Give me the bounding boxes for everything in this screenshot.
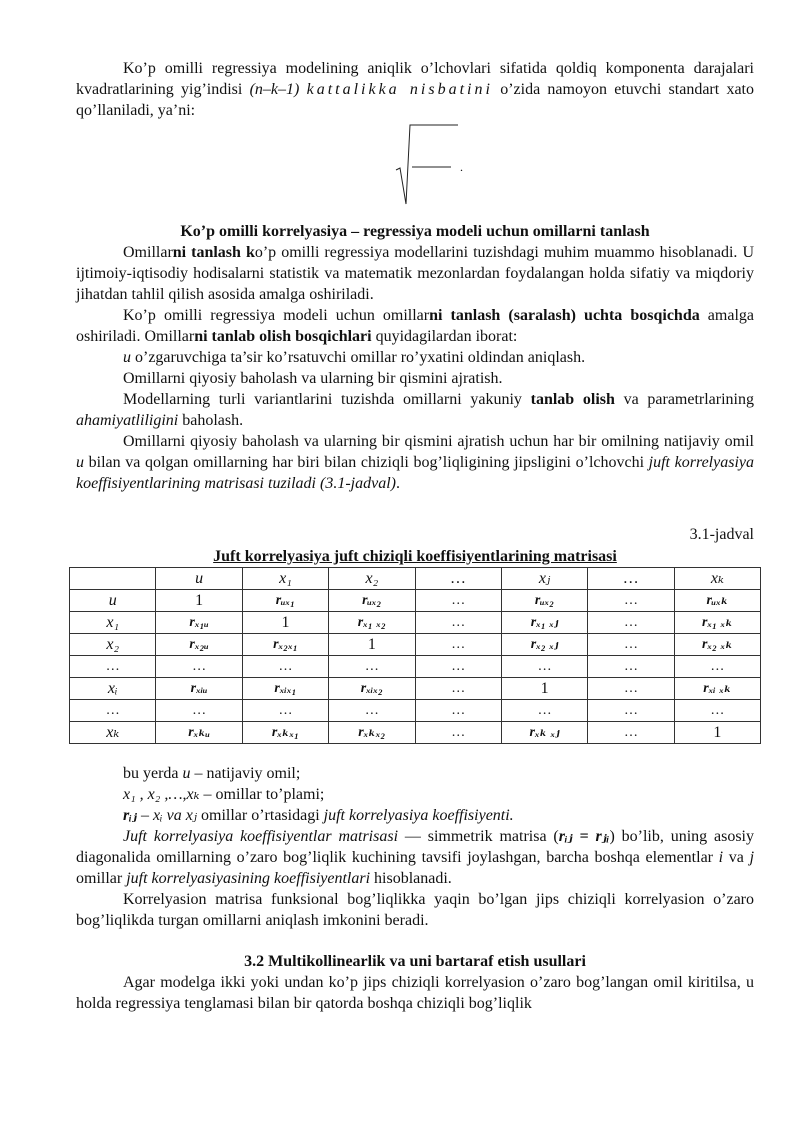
table-cell: rₓᵢᵤ [156, 678, 242, 700]
table-cell: rₓᵢₓ₁ [242, 678, 328, 700]
table-row [70, 678, 761, 700]
table-row [70, 700, 761, 722]
note-factor-set: x₁ , x₂ ,…,xₖ – omillar to’plami; [123, 786, 325, 803]
table-cell: … [588, 656, 674, 678]
table-cell: … [415, 634, 501, 656]
table-cell: rₓ₁ ₓₖ [674, 612, 760, 634]
table-cell: 1 [329, 634, 415, 656]
paragraph-symmetric-matrix: Juft korrelyasiya koeffisiyentlar matrisasi — simmetrik matrisa (rᵢⱼ = rⱼᵢ) bo’lib, uning asosiy diagonalida omillarning o’zaro bog’liqlik kuchining tavsifi joylashgan, barcha boshqa elementlar i va j omillar juft korrelyasiyasining koeffisiyentlari hisoblanadi. [76, 828, 755, 887]
table-cell: rₓₖₓ₂ [329, 722, 415, 744]
table-cell: 1 [674, 722, 760, 744]
table-cell: rₓᵢ ₓₖ [674, 678, 760, 700]
paragraph-stages: Ko’p omilli regressiya modeli uchun omillarni tanlash (saralash) uchta bosqichda amalga oshiriladi. Omillarni tanlab olish bosqichlari quyidagilardan iborat: [76, 307, 754, 345]
paragraph-matrix-intro: Omillarni qiyosiy baholash va ularning bir qismini ajratish uchun har bir omilning natijaviy omil u bilan va qolgan omillarning har biri bilan chiziqli bog’liqligining jipsligini o’lchovchi juft korrelyasiya koeffisiyentlarining matrisasi tuziladi (3.1-jadval). [76, 433, 754, 492]
table-cell: … [501, 700, 587, 722]
table-cell: rₓ₁ ₓ₂ [329, 612, 415, 634]
header-cell: … [415, 568, 501, 590]
document-page [76, 58, 754, 1014]
table-cell: rᵤₓₖ [674, 590, 760, 612]
table-cell: … [674, 656, 760, 678]
table-cell: rₓ₂ ₓₖ [674, 634, 760, 656]
table-cell: 1 [501, 678, 587, 700]
row-label-cell: x₁ [70, 612, 156, 634]
stage-item-2: Omillarni qiyosiy baholash va ularning bir qismini ajratish. [123, 370, 503, 387]
square-root-icon [394, 124, 474, 208]
paragraph-factor-selection: Omillarni tanlash ko’p omilli regressiya modellarini tuzishdagi muhim muammo hisoblanadi. U ijtimoiy-iqtisodiy hodisalarni statistik va matematik mezonlardan foydalangan holda sifatiy va miqdoriy jihatdan tahlil qilish asosida amalga oshiriladi. [76, 244, 754, 303]
table-row [70, 656, 761, 678]
table-number: 3.1-jadval [689, 526, 754, 543]
header-cell: x₂ [329, 568, 415, 590]
header-cell: xₖ [674, 568, 760, 590]
table-title: Juft korrelyasiya juft chiziqli koeffisiyentlarining matrisasi [213, 548, 617, 565]
table-header-row [70, 568, 761, 590]
table-cell: … [329, 700, 415, 722]
table-cell: rₓ₂ᵤ [156, 634, 242, 656]
spaced-phrase: kattalikka nisbatini [306, 81, 493, 98]
table-cell: … [415, 678, 501, 700]
table-cell: … [588, 634, 674, 656]
header-cell: … [588, 568, 674, 590]
table-cell: rᵤₓ₁ [242, 590, 328, 612]
note-pair-coefficient: rᵢⱼ – xᵢ va xⱼ omillar o’rtasidagi juft korrelyasiya koeffisiyenti. [123, 807, 514, 824]
table-cell: … [588, 722, 674, 744]
table-cell: … [415, 612, 501, 634]
table-row [70, 590, 761, 612]
table-cell: … [415, 722, 501, 744]
header-cell: u [156, 568, 242, 590]
table-cell: … [70, 656, 156, 678]
table-cell: … [501, 656, 587, 678]
table-cell: rₓᵢₓ₂ [329, 678, 415, 700]
table-cell: … [156, 656, 242, 678]
row-label-cell: u [70, 590, 156, 612]
stage-item-1: u o’zgaruvchiga ta’sir ko’rsatuvchi omillar ro’yxatini oldindan aniqlash. [123, 349, 586, 366]
table-cell: 1 [242, 612, 328, 634]
table-cell: … [415, 700, 501, 722]
section-heading-2: 3.2 Multikollinearlik va uni bartaraf etish usullari [244, 953, 586, 970]
table-cell: rᵤₓ₂ [501, 590, 587, 612]
header-cell: xⱼ [501, 568, 587, 590]
section-heading-1: Ko’p omilli korrelyasiya – regressiya modeli uchun omillarni tanlash [180, 223, 650, 240]
table-cell: rₓₖᵤ [156, 722, 242, 744]
table-row [70, 612, 761, 634]
table-cell: … [588, 590, 674, 612]
table-cell: … [329, 656, 415, 678]
correlation-matrix-table [69, 567, 761, 744]
note-result-factor: bu yerda u – natijaviy omil; [123, 765, 301, 782]
table-cell: rₓ₂ₓ₁ [242, 634, 328, 656]
table-cell: … [242, 656, 328, 678]
header-cell: x₁ [242, 568, 328, 590]
table-cell: … [588, 612, 674, 634]
row-label-cell: x₂ [70, 634, 156, 656]
row-label-cell: xₖ [70, 722, 156, 744]
formula-dot: . [460, 160, 463, 174]
table-cell: … [415, 656, 501, 678]
table-cell: rₓ₁ᵤ [156, 612, 242, 634]
table-cell: 1 [156, 590, 242, 612]
paragraph-multicollinearity: Agar modelga ikki yoki undan ko’p jips chiziqli korrelyasion o’zaro bog’langan omil kiritilsa, u holda regressiya tenglamasi bilan bir qatorda boshqa chiziqli bog’liqlik [76, 974, 754, 1012]
stage-item-3: Modellarning turli variantlarini tuzishda omillarni yakuniy tanlab olish va parametrlarining ahamiyatliligini baholash. [76, 391, 755, 429]
intro-paragraph: Ko’p omilli regressiya modelining aniqlik o’lchovlari sifatida qoldiq komponenta darajalari kvadratlarining yig’indisi (n–k–1) kattalikka nisbatini o’zida namoyon etuvchi standart xato qo’llaniladi, ya’ni: [76, 60, 754, 119]
table-cell: … [415, 590, 501, 612]
table-cell: rᵤₓ₂ [329, 590, 415, 612]
paragraph-correlation-matrix: Korrelyasion matrisa funksional bog’liqlikka yaqin bo’lgan jips chiziqli korrelyasion o’zaro bog’liqlikda turgan omillarni aniqlash imkonini beradi. [76, 891, 754, 929]
table-row [70, 722, 761, 744]
table-cell: rₓₖ ₓⱼ [501, 722, 587, 744]
table-cell: … [674, 700, 760, 722]
header-cell [70, 568, 156, 590]
table-cell: … [156, 700, 242, 722]
table-cell: rₓₖₓ₁ [242, 722, 328, 744]
dof-expression: (n–k–1) [249, 81, 300, 98]
table-cell: rₓ₂ ₓⱼ [501, 634, 587, 656]
table-row [70, 634, 761, 656]
table-cell: … [588, 700, 674, 722]
table-cell: … [242, 700, 328, 722]
row-label-cell: xᵢ [70, 678, 156, 700]
standard-error-formula [76, 121, 754, 211]
table-cell: … [70, 700, 156, 722]
table-cell: … [588, 678, 674, 700]
table-cell: rₓ₁ ₓⱼ [501, 612, 587, 634]
